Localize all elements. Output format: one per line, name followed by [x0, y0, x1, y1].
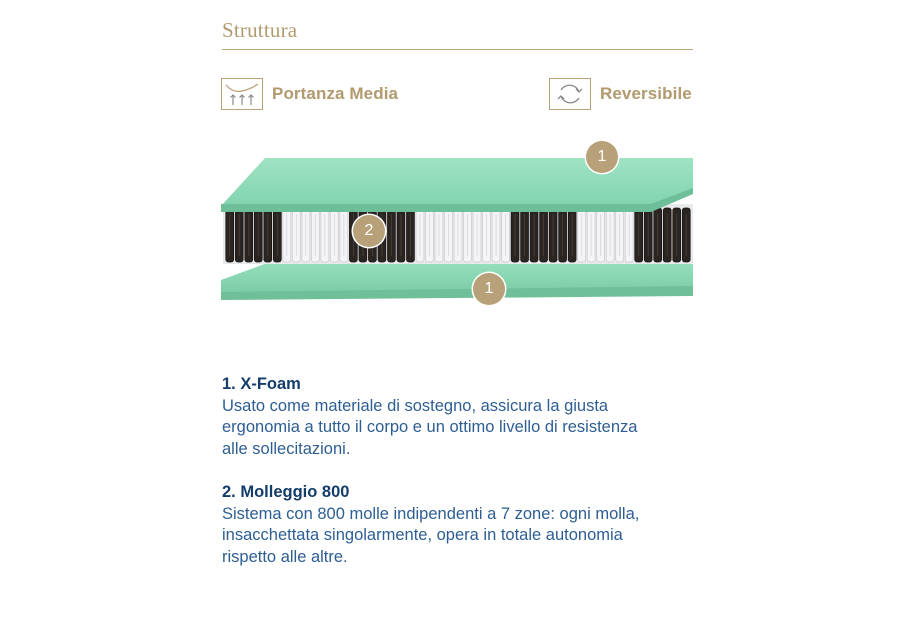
layer-title: 1. X-Foam: [222, 375, 301, 393]
layer-body-line: rispetto alle altre.: [222, 547, 348, 566]
layer-badge: 1: [473, 273, 505, 305]
layer-description: [222, 374, 702, 460]
mattress-illustration: [215, 140, 700, 315]
title-divider: [222, 49, 693, 50]
layer-badge: 1: [586, 141, 618, 173]
layer-body-line: insacchettata singolarmente, opera in totale autonomia: [222, 526, 623, 544]
feature-portanza: [221, 78, 398, 110]
mattress-diagram: [215, 140, 700, 315]
support-arrows-icon: [221, 78, 263, 110]
layer-body-line: Sistema con 800 molle indipendenti a 7 zone: ogni molla,: [222, 504, 640, 523]
layer-body-line: Usato come materiale di sostegno, assicura la giusta: [222, 396, 609, 415]
feature-label: Portanza Media: [272, 84, 399, 103]
layer-description: [222, 482, 702, 568]
feature-label: Reversibile: [600, 84, 692, 103]
layer-body-line: alle sollecitazioni.: [222, 439, 351, 458]
section-title: Struttura: [222, 18, 298, 42]
layer-badge: 2: [353, 215, 385, 247]
spring-pockets: [226, 208, 690, 262]
layer-body-line: ergonomia a tutto il corpo e un ottimo livello di resistenza: [222, 418, 638, 436]
feature-reversibile: [549, 78, 692, 110]
top-foam-layer: [221, 158, 693, 210]
reversible-icon: [549, 78, 591, 110]
layer-title: 2. Molleggio 800: [222, 483, 350, 501]
